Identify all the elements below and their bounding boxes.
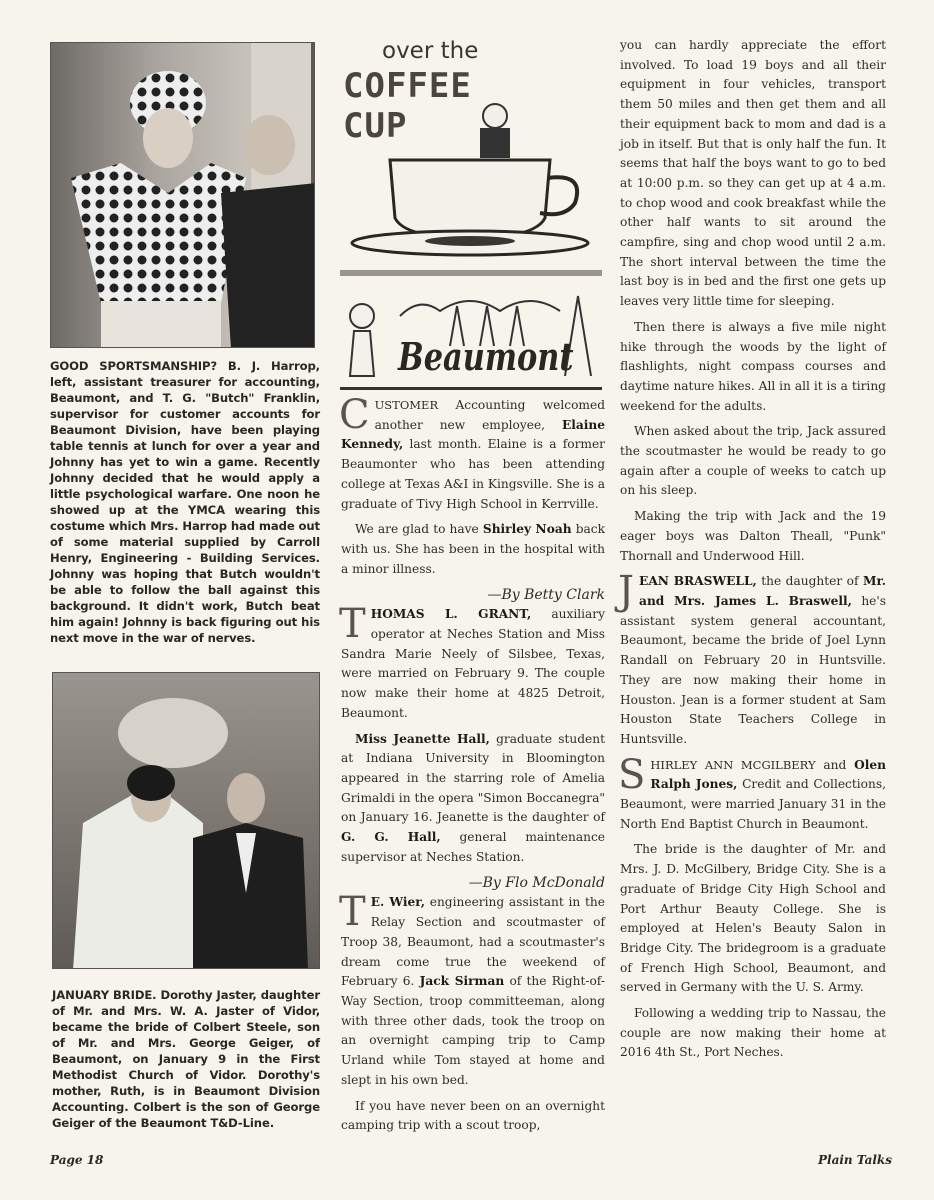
text-run: you can hardly appreciate the effort involved. To load 19 boys and all their equipment in four vehicles, transport them 50 miles and then get them and all their equipment back to mom and dad is a job in itself. But that is only half the fun. It seems that half the boys want to go to bed at 10:00 p.m. so they can get up at 4 a.m. to chop wood and cook breakfast while the other half wants to sit around the campfire, sing and chop wood until 2 a.m. The short interval between the time the last boy is in bed and the first one gets up leaves very little time for sleeping. — [620, 38, 886, 309]
article-paragraph — [339, 392, 605, 514]
cup-text: CUP — [343, 106, 408, 146]
article-paragraph — [618, 568, 887, 749]
sportsmanship-photo — [50, 42, 315, 348]
text-run: graduate student at Indiana University in Bloomington appeared in the starring role of Amelia Grimaldi in the opera "Simon Boccanegra" on January 16. Jeanette is the daughter of — [341, 731, 606, 825]
article-paragraph — [341, 520, 605, 579]
text-run: USTOMER — [374, 398, 439, 412]
right-column-articles — [620, 36, 886, 1069]
article-paragraph — [620, 840, 886, 998]
text-run: general maintenance supervisor at Neches Station. — [341, 830, 605, 864]
text-run: When asked about the trip, Jack assured the scoutmaster he would be ready to go again after a couple of weeks to catch up on his sleep. — [620, 424, 886, 498]
january-bride-caption: JANUARY BRIDE. Dorothy Jaster, daughter of Mr. and Mrs. W. A. Jaster of Vidor, became the bride of Colbert Steele, son of Mr. and Mrs. George Geiger, of Beaumont, on January 9 in the First Methodist Church of Vidor. Dorothy's mother, Ruth, is in Beaumont Division Accounting. Colbert is the son of George Geiger of the Beaumont T&D-Line. — [52, 988, 320, 1130]
page-number: Page 18 — [50, 1153, 104, 1167]
bold-name: Miss Jeanette Hall, — [355, 731, 490, 746]
bold-name: Jack Sirman — [419, 974, 505, 989]
photo-figures — [51, 43, 315, 348]
text-run: Making the trip with Jack and the 19 eager boys was Dalton Theall, "Punk" Thornall and Underwood Hill. — [620, 509, 886, 563]
text-run: he's assistant system general accountant, Beaumont, became the bride of Joel Lynn Randall on February 20 in Huntsville. They are now making their home in Houston. Jean is a former student at Sam Houston State Teachers College in Huntsville. — [620, 593, 887, 746]
article-paragraph — [620, 1004, 886, 1063]
bold-name: Shirley Noah — [482, 522, 572, 537]
bold-name: HOMAS L. GRANT, — [370, 607, 532, 622]
bold-name: E. Wier, — [370, 895, 425, 910]
coffee-text: COFFEE — [343, 66, 472, 106]
text-run: Following a wedding trip to Nassau, the couple are now making their home at 2016 4th St., Port Neches. — [620, 1006, 886, 1060]
text-run: Accounting welcomed another new employee, — [374, 398, 605, 432]
text-run: If you have never been on an overnight camping trip with a scout troop, — [341, 1098, 605, 1133]
drop-cap: S — [618, 751, 646, 798]
beaumont-title: Beaumont — [398, 334, 574, 379]
wedding-figures — [53, 673, 320, 969]
drop-cap: C — [339, 392, 370, 438]
byline: —By Flo McDonald — [468, 875, 605, 892]
january-bride-photo — [52, 672, 320, 969]
bold-name: Elaine Kennedy, — [341, 417, 605, 452]
bold-name: EAN BRASWELL, — [639, 574, 757, 589]
text-run: Then there is always a five mile night hike through the woods by the light of flashlights, night compass courses and daytime nature hikes. All in all it is a tiring weekend for the adults. — [620, 319, 886, 413]
text-run: The bride is the daughter of Mr. and Mrs. J. D. McGilbery, Bridge City. She is a graduate of Bridge City High School and Port Arthur Beauty College. She is employed at Helen's Beauty Salon in Bridge City. The bridegroom is a graduate of French High School, Beaumont, and served in Germany with the U. S. Army. — [620, 842, 886, 995]
text-run: Credit and Collections, Beaumont, were married January 31 in the North End Baptist Church in Beaumont. — [620, 777, 886, 831]
sportsmanship-caption: GOOD SPORTSMANSHIP? B. J. Harrop, left, assistant treasurer for accounting, Beaumont, and T. G. "Butch" Franklin, supervisor for customer accounts for Beaumont Division, have been playing table tennis at lunch for over a year and Johnny has yet to win a game. Recently Johnny decided that he would apply a little psychological warfare. One noon he showed up at the YMCA wearing this costume which Mrs. Harrop had made out of some material supplied by Carroll Henry, Engineering - Building Services. Johnny was hoping that Butch wouldn't be able to follow the ball against this background. It didn't work, Butch beat him again! Johnny is back figuring out his next move in the war of nerves. — [50, 359, 320, 645]
article-paragraph — [620, 422, 886, 501]
article-paragraph — [618, 751, 887, 835]
text-run: the daughter of — [756, 574, 863, 589]
beaumont-banner — [340, 270, 602, 390]
text-run: of the Right-of-Way Section, troop committeeman, along with three other dads, took the troop on an overnight camping trip to Camp Urland while Tom stayed at home and slept in his own bed. — [341, 974, 605, 1087]
bold-name: G. G. Hall, — [341, 830, 441, 845]
article-paragraph — [620, 36, 886, 312]
article-paragraph — [341, 730, 605, 868]
bold-name: Mr. and Mrs. James L. Braswell, — [639, 574, 886, 608]
article-paragraph — [341, 1097, 605, 1136]
bold-name: Olen Ralph Jones, — [650, 757, 887, 792]
text-run: engineering assistant in the Relay Section and scoutmaster of Troop 38, Beaumont, had a scoutmaster's dream come true the weekend of February 6. — [341, 895, 605, 989]
text-run: and — [815, 757, 855, 772]
coffee-cup-header — [340, 38, 602, 268]
middle-column-articles — [339, 392, 606, 1142]
over-the-text: over the — [382, 38, 479, 64]
byline: —By Betty Clark — [487, 587, 605, 604]
drop-cap: J — [618, 568, 635, 615]
article-paragraph — [620, 318, 886, 417]
text-run: last month. Elaine is a former Beaumonter who has been attending college at Texas A&I in Kingsville. She is a graduate of Tivy High School in Kerrville. — [341, 437, 605, 511]
text-run: HIRLEY ANN MCGILBERY — [650, 757, 816, 772]
text-run: We are glad to have — [355, 522, 483, 537]
coffee-cup-icon — [340, 38, 602, 268]
drop-cap: T — [339, 601, 366, 648]
text-run: auxiliary operator at Neches Station and Miss Sandra Marie Neely of Silsbee, Texas, were married on February 9. The couple now make their home at 4825 Detroit, Beaumont. — [341, 607, 605, 720]
text-run: back with us. She has been in the hospital with a minor illness. — [341, 522, 605, 576]
article-paragraph — [339, 601, 605, 723]
article-paragraph — [620, 507, 886, 566]
drop-cap: T — [339, 889, 366, 936]
article-paragraph — [339, 889, 605, 1090]
magazine-name: Plain Talks — [817, 1153, 892, 1167]
